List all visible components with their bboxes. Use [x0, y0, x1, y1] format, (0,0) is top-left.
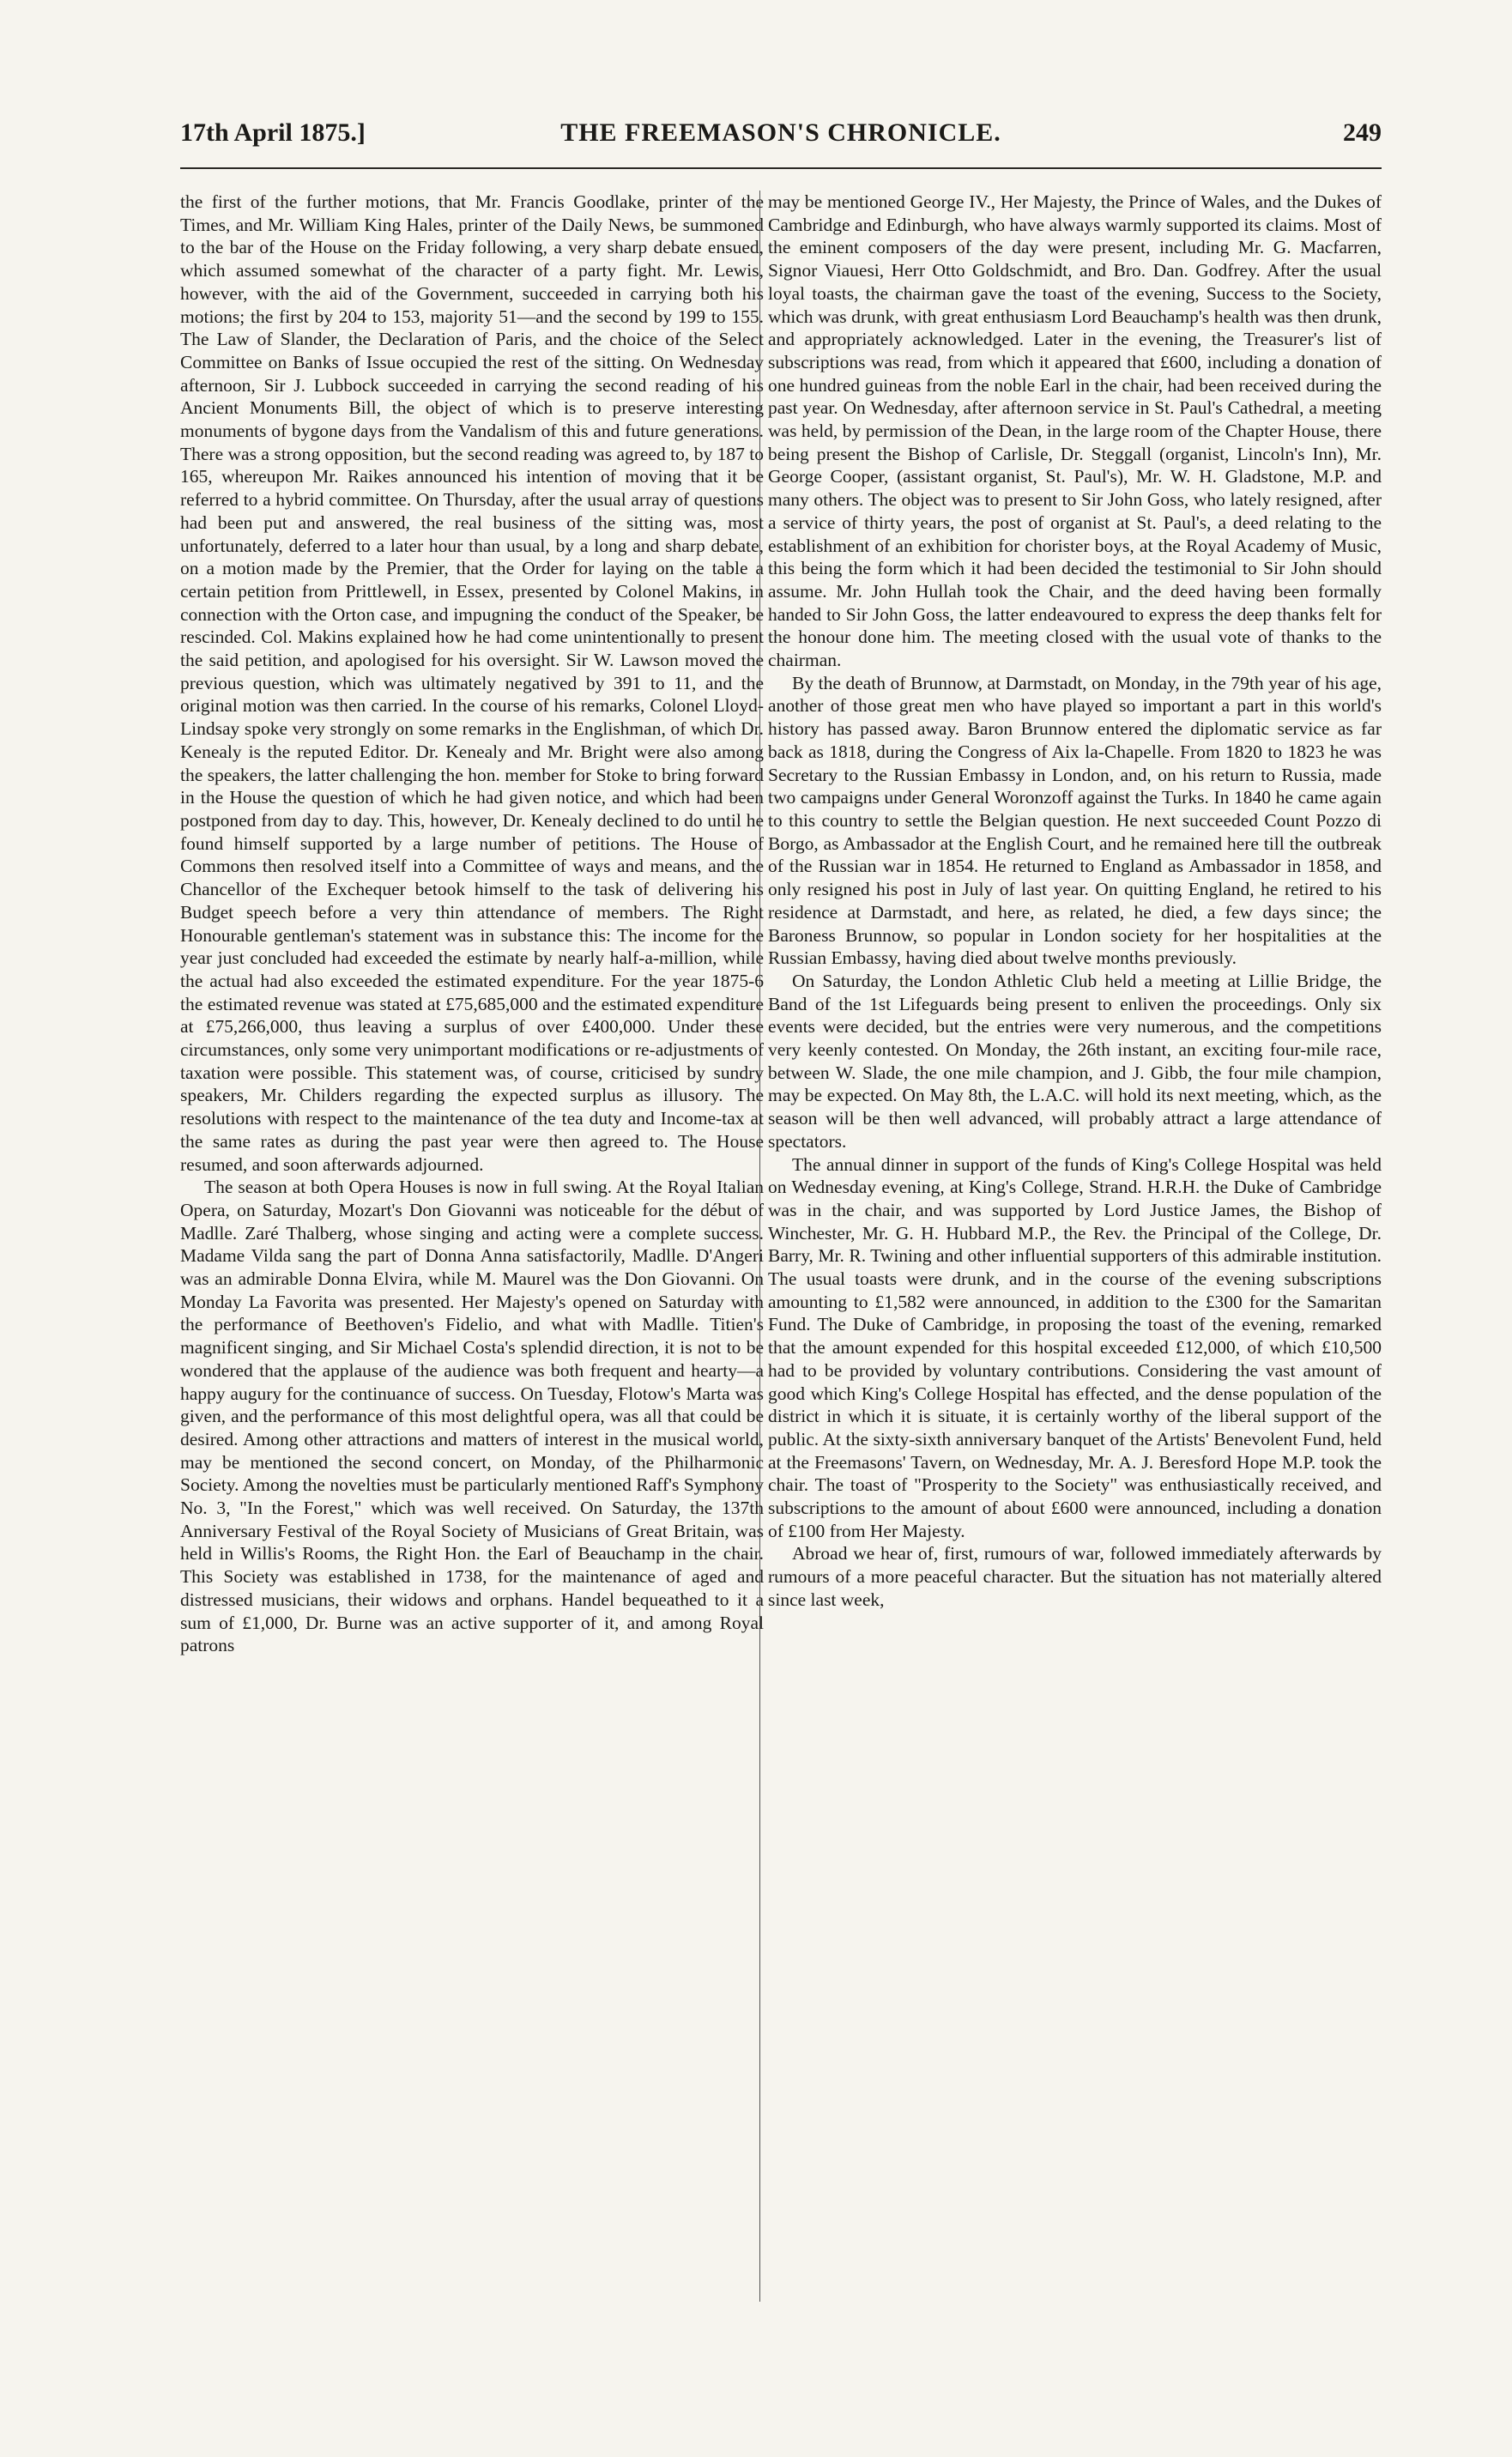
- kings-college-paragraph: The annual dinner in support of the funds of King's College Hospital was held on Wednesday evening, at King's College, Strand. H.R.H. the Duke of Cambridge was in the chair, and was supported by Lord Justice James, the Bishop of Winchester, Mr. G. H. Hubbard M.P., the Rev. the Principal of the College, Dr. Barry, Mr. R. Twining and other influential supporters of this admirable institution. The usual toasts were drunk, and in the course of the evening subscriptions amounting to £1,582 were announced, in addition to the £300 for the Samaritan Fund. The Duke of Cambridge, in proposing the toast of the evening, remarked that the amount expended for this hospital exceeded £12,000, of which £10,500 had to be provided by voluntary contributions. Considering the vast amount of good which King's College Hospital has effected, and the dense population of the district in which it is situate, it is certainly worthy of the liberal support of the public. At the sixty-sixth anniversary banquet of the Artists' Benevolent Fund, held at the Freemasons' Tavern, on Wednesday, Mr. A. J. Beresford Hope M.P. took the chair. The toast of "Prosperity to the Society" was enthusiastically received, and subscriptions to the amount of about £600 were announced, including a donation of £100 from Her Majesty.: [768, 1153, 1382, 1541]
- abroad-paragraph: Abroad we hear of, first, rumours of war, followed immediately afterwards by rumours of a more peaceful character. But the situation has not materially altered since last week,: [768, 1543, 1382, 1610]
- right-column: [768, 191, 1382, 2387]
- opera-paragraph: The season at both Opera Houses is now in full swing. At the Royal Italian Opera, on Saturday, Mozart's Don Giovanni was noticeable for the début of Madlle. Zaré Thalberg, whose singing and acting were a complete success. Madame Vilda sang the part of Donna Anna satisfactorily, Madlle. D'Angeri was an admirable Donna Elvira, while M. Maurel was the Don Giovanni. On Monday La Favorita was presented. Her Majesty's opened on Saturday with the performance of Beethoven's Fidelio, and what with Madlle. Titien's magnificent singing, and Sir Michael Costa's splendid direction, it is not to be wondered that the applause of the audience was both frequent and hearty—a happy augury for the continuance of success. On Tuesday, Flotow's Marta was given, and the performance of this most delightful opera, was all that could be desired. Among other attractions and matters of interest in the musical world, may be mentioned the second concert, on Monday, of the Philharmonic Society. Among the novelties must be particularly mentioned Raff's Symphony No. 3, "In the Forest," which was well received. On Saturday, the 137th Anniversary Festival of the Royal Society of Musicians of Great Britain, was held in Willis's Rooms, the Right Hon. the Earl of Beauchamp in the chair. This Society was established in 1738, for the maintenance of aged and distressed musicians, their widows and orphans. Handel bequeathed to it a sum of £1,000, Dr. Burne was an active supporter of it, and among Royal patrons: [180, 1177, 764, 1656]
- page-header: [180, 118, 1382, 161]
- parliament-paragraph: the first of the further motions, that Mr. Francis Goodlake, printer of the Times, and Mr. William King Hales, printer of the Daily News, be summoned to the bar of the House on the Friday following, a very sharp debate ensued, which assumed somewhat of the character of a party fight. Mr. Lewis, however, with the aid of the Government, succeeded in carrying both his motions; the first by 204 to 153, majority 51—and the second by 199 to 155. The Law of Slander, the Declaration of Paris, and the choice of the Select Committee on Banks of Issue occupied the rest of the sitting. On Wednesday afternoon, Sir J. Lubbock succeeded in carrying the second reading of his Ancient Monuments Bill, the object of which is to preserve interesting monuments of bygone days from the Vandalism of this and future generations. There was a strong opposition, but the second reading was agreed to, by 187 to 165, whereupon Mr. Raikes announced his intention of moving that it be referred to a hybrid committee. On Thursday, after the usual array of questions had been put and answered, the real business of the sitting was, most unfortunately, deferred to a later hour than usual, by a long and sharp debate, on a motion made by the Premier, that the Order for laying on the table a certain petition from Prittlewell, in Essex, presented by Colonel Makins, in connection with the Orton case, and impugning the conduct of the Speaker, be rescinded. Col. Makins explained how he had come unintentionally to present the said petition, and apologised for his oversight. Sir W. Lawson moved the previous question, which was ultimately negatived by 391 to 11, and the original motion was then carried. In the course of his remarks, Colonel Lloyd-Lindsay spoke very strongly on some remarks in the Englishman, of which Dr. Kenealy is the reputed Editor. Dr. Kenealy and Mr. Bright were also among the speakers, the latter challenging the hon. member for Stoke to bring forward in the House the question of which he had given notice, and which had been postponed from day to day. This, however, Dr. Kenealy declined to do until he found himself supported by a large number of petitions. The House of Commons then resolved itself into a Committee of ways and means, and the Chancellor of the Exchequer betook himself to the task of delivering his Budget speech before a very thin attendance of members. The Right Honourable gentleman's statement was in substance this: The income for the year just concluded had exceeded the estimate by nearly half-a-million, while the actual had also exceeded the estimated expenditure. For the year 1875-6 the estimated revenue was stated at £75,685,000 and the estimated expenditure at £75,266,000, thus leaving a surplus of over £400,000. Under these circumstances, only some very unimportant modifications or re-adjustments of taxation were possible. This statement was, of course, criticised by sundry speakers, Mr. Childers regarding the expected surplus as illusory. The resolutions with respect to the maintenance of the tea duty and Income-tax at the same rates as during the past year were then agreed to. The House resumed, and soon afterwards adjourned.: [180, 191, 764, 1175]
- column-divider: [759, 191, 760, 2302]
- page-number: 249: [1343, 118, 1382, 147]
- royal-society-paragraph: may be mentioned George IV., Her Majesty, the Prince of Wales, and the Dukes of Cambridge and Edinburgh, who have always warmly supported its claims. Most of the eminent composers of the day were present, including Mr. G. Macfarren, Signor Viauesi, Herr Otto Goldschmidt, and Bro. Dan. Godfrey. After the usual loyal toasts, the chairman gave the toast of the evening, Success to the Society, which was drunk, with great enthusiasm Lord Beauchamp's health was then drunk, and appropriately acknowledged. Later in the evening, the Treasurer's list of subscriptions was read, from which it appeared that £600, including a donation of one hundred guineas from the noble Earl in the chair, had been received during the past year. On Wednesday, after afternoon service in St. Paul's Cathedral, a meeting was held, by permission of the Dean, in the large room of the Chapter House, there being present the Bishop of Carlisle, Dr. Steggall (organist, Lincoln's Inn), Mr. George Cooper, (assistant organist, St. Paul's), Mr. W. H. Gladstone, M.P. and many others. The object was to present to Sir John Goss, who lately resigned, after a service of thirty years, the post of organist at St. Paul's, a deed relating to the establishment of an exhibition for chorister boys, at the Royal Academy of Music, this being the form which it had been decided the testimonial to Sir John should assume. Mr. John Hullah took the Chair, and the deed having been formally handed to Sir John Goss, the latter endeavoured to express the deep thanks felt for the honour done him. The meeting closed with the usual vote of thanks to the chairman.: [768, 191, 1382, 671]
- issue-date: 17th April 1875.]: [180, 118, 366, 147]
- brunnow-paragraph: By the death of Brunnow, at Darmstadt, on Monday, in the 79th year of his age, another of those great men who have played so important a part in this world's history has passed away. Baron Brunnow entered the diplomatic service as far back as 1818, during the Congress of Aix la-Chapelle. From 1820 to 1823 he was Secretary to the Russian Embassy in London, and, on his return to Russia, made two campaigns under General Woronzoff against the Turks. In 1840 he came again to this country to settle the Belgian question. He next succeeded Count Pozzo di Borgo, as Ambassador at the English Court, and he remained here till the outbreak of the Russian war in 1854. He returned to England as Ambassador in 1858, and only resigned his post in July of last year. On quitting England, he retired to his residence at Darmstadt, and here, as related, he died, a few days since; the Baroness Brunnow, so popular in London society for her hospitalities at the Russian Embassy, having died about twelve months previously.: [768, 672, 1382, 969]
- athletic-club-paragraph: On Saturday, the London Athletic Club held a meeting at Lillie Bridge, the Band of the 1st Lifeguards being present to enliven the proceedings. Only six events were decided, but the entries were very numerous, and the competitions very keenly contested. On Monday, the 26th instant, an exciting four-mile race, between W. Slade, the one mile champion, and J. Gibb, the four mile champion, may be expected. On May 8th, the L.A.C. will hold its next meeting, which, as the season will be then well advanced, will probably attract a large attendance of spectators.: [768, 970, 1382, 1152]
- left-column: [180, 191, 764, 2387]
- publication-title: THE FREEMASON'S CHRONICLE.: [560, 118, 1001, 147]
- header-rule: [180, 167, 1382, 169]
